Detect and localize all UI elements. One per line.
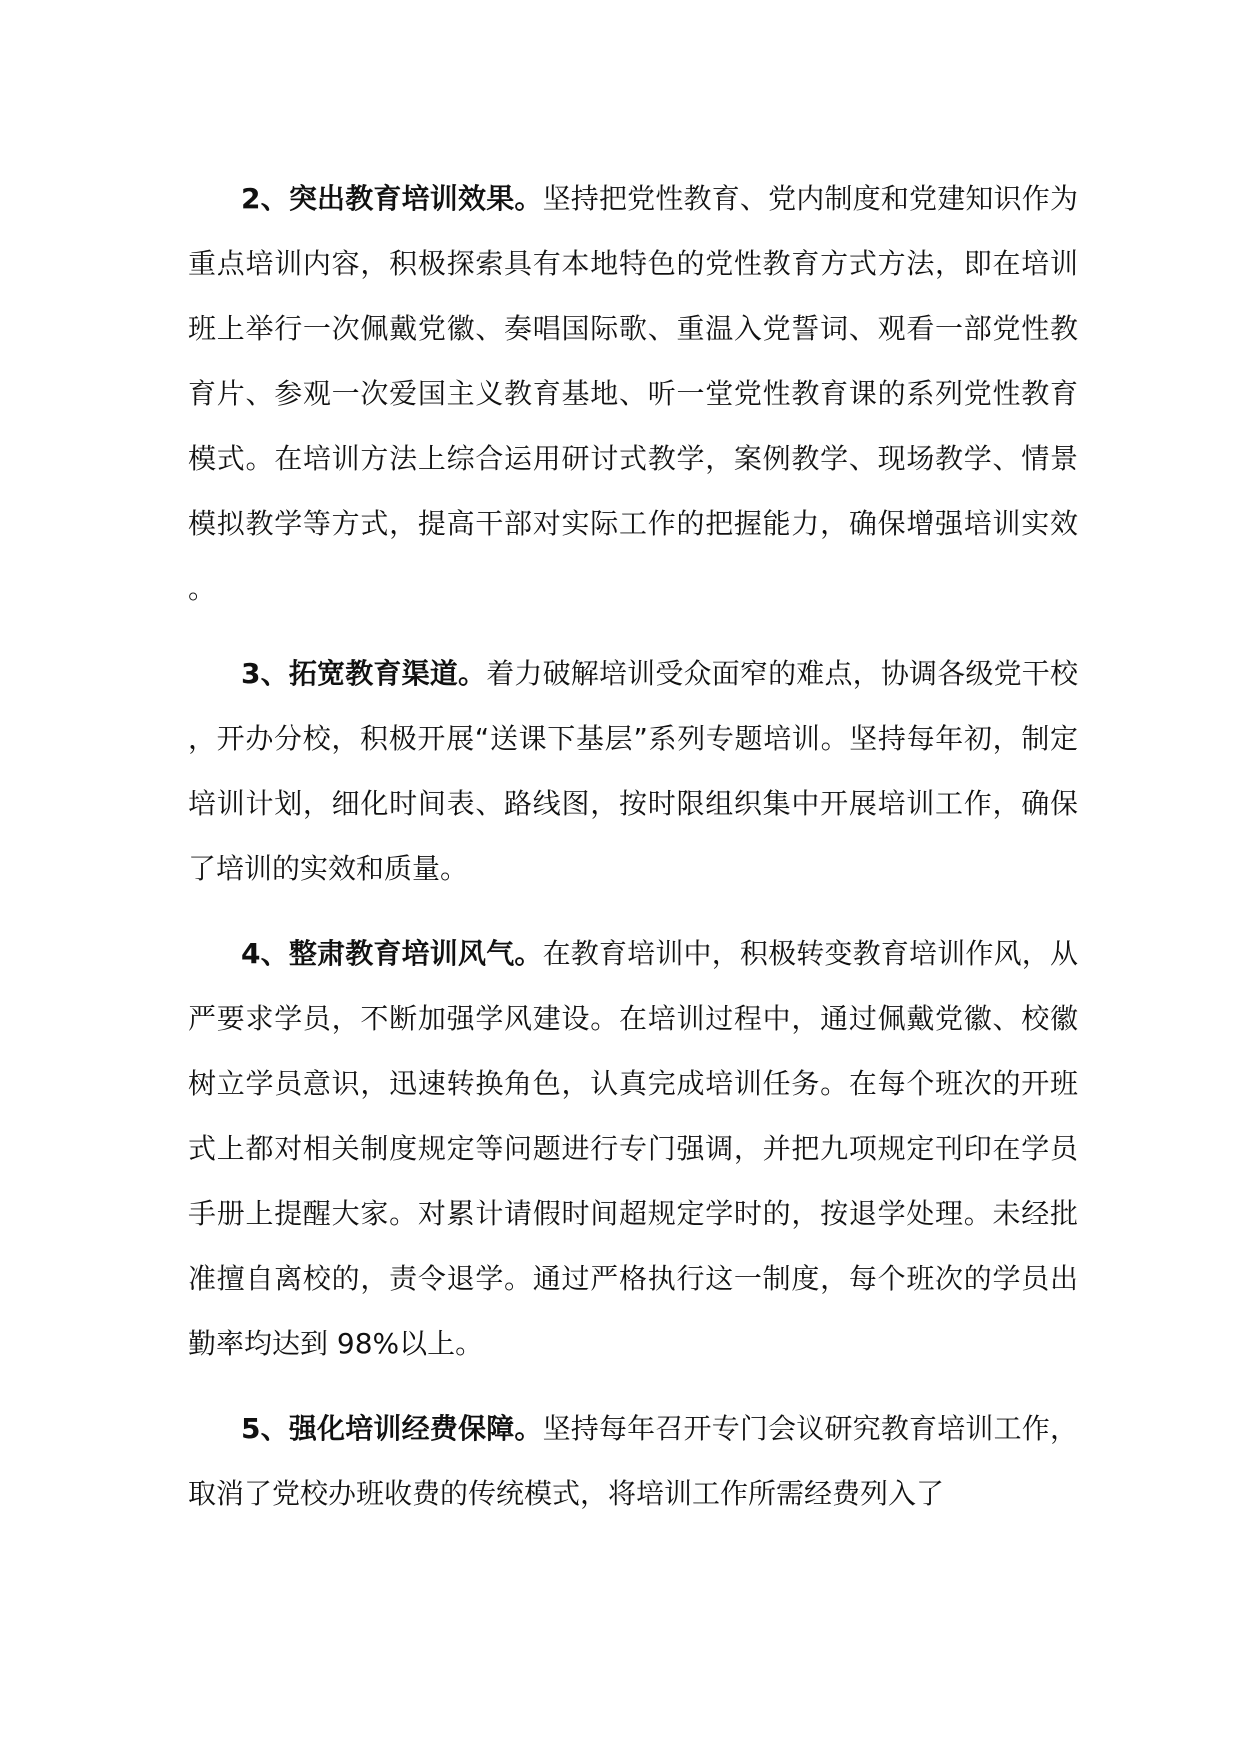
paragraph-text: 在教育培训中，积极转变教育培训作风，从严要求学员，不断加强学风建设。在培训过程中，通过佩戴党徽、校徽树立学员意识，迅速转换角色，认真完成培训任务。在每个班次的开班式上都对相关制度规定等问题进行专门强调，并把九项规定刊印在学员手册上提醒大家。对累计请假时间超规定学时的，按退学处理。未经批准擅自离校的，责令退学。通过严格执行这一制度，每个班次的学员出勤率均达到 98%以上。 <box>188 937 1078 1360</box>
paragraph-education-effect <box>188 166 1078 621</box>
paragraph-text: 着力破解培训受众面窄的难点，协调各级党干校，开办分校，积极开展“送课下基层”系列专题培训。坚持每年初，制定培训计划，细化时间表、路线图，按时限组织集中开展培训工作，确保了培训的实效和质量。 <box>188 657 1078 885</box>
paragraph-training-atmosphere <box>188 921 1078 1376</box>
paragraph-text: 坚持每年召开专门会议研究教育培训工作，取消了党校办班收费的传统模式，将培训工作所需经费列入了 <box>188 1412 1078 1510</box>
paragraph-funding-guarantee <box>188 1396 1078 1526</box>
paragraph-text: 坚持把党性教育、党内制度和党建知识作为重点培训内容，积极探索具有本地特色的党性教育方式方法，即在培训班上举行一次佩戴党徽、奏唱国际歌、重温入党誓词、观看一部党性教育片、参观一次爱国主义教育基地、听一堂党性教育课的系列党性教育模式。在培训方法上综合运用研讨式教学，案例教学、现场教学、情景模拟教学等方式，提高干部对实际工作的把握能力，确保增强培训实效。 <box>188 182 1078 605</box>
paragraph-heading: 3、拓宽教育渠道。 <box>241 657 487 690</box>
paragraph-heading: 5、强化培训经费保障。 <box>241 1412 543 1445</box>
paragraph-heading: 4、整肃教育培训风气。 <box>241 937 543 970</box>
paragraph-education-channels <box>188 641 1078 901</box>
document-body <box>188 166 1078 1526</box>
paragraph-heading: 2、突出教育培训效果。 <box>241 182 543 215</box>
